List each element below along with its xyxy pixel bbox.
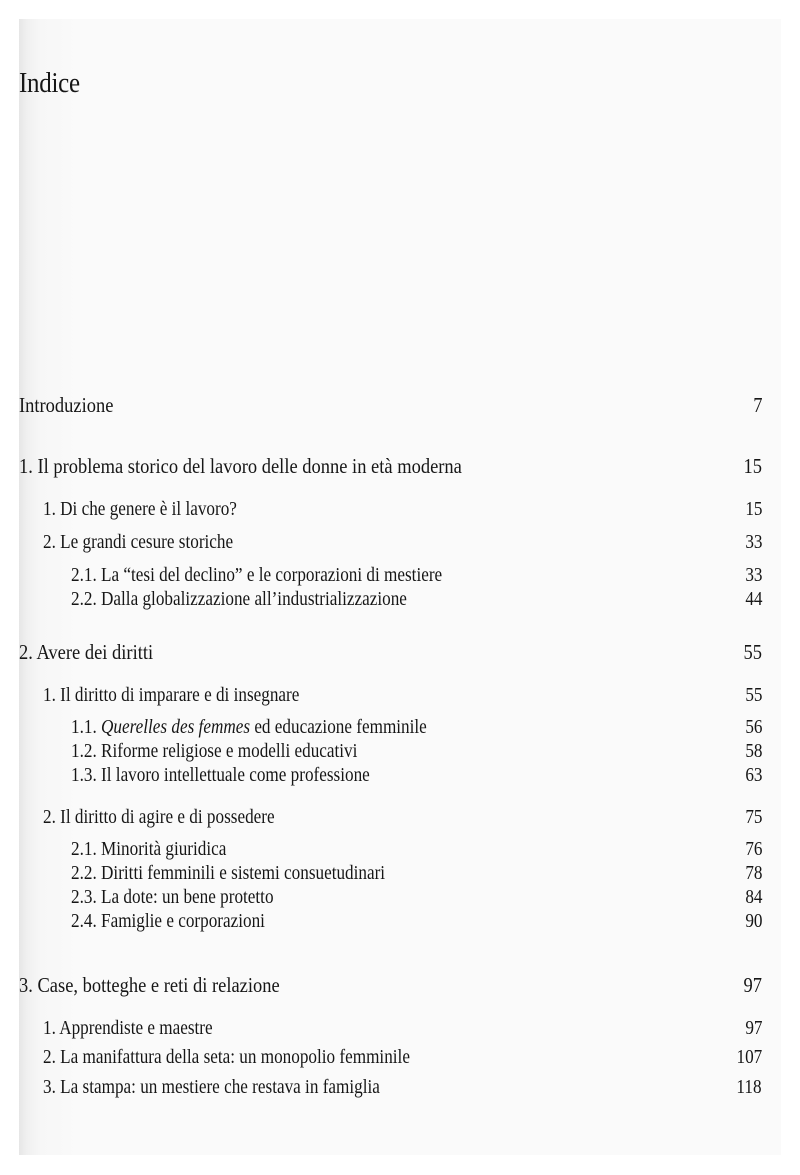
- toc-label: 2. Le grandi cesure storiche: [43, 532, 234, 553]
- toc-entry-section: [0, 531, 800, 555]
- toc-label-italic: Querelles des femmes: [101, 717, 251, 738]
- toc-label-prefix: 1.1.: [71, 717, 102, 738]
- toc-label-rest: ed educazione femminile: [250, 717, 427, 738]
- toc-page-number: 63: [744, 765, 762, 786]
- toc-label: 2. Avere dei diritti: [19, 640, 154, 664]
- toc-page-number: 33: [744, 565, 762, 586]
- toc-entry-introduction: [0, 393, 800, 417]
- toc-label: 2.2. Dalla globalizzazione all’industrializzazione: [71, 589, 407, 610]
- toc-entry-section: [0, 1017, 800, 1041]
- toc-entry-subsection: [0, 588, 800, 612]
- toc-label: 1.2. Riforme religiose e modelli educativi: [71, 741, 358, 762]
- toc-entry-section: [0, 684, 800, 708]
- toc-page-number: 55: [743, 640, 762, 664]
- toc-label: 1. Il problema storico del lavoro delle donne in età moderna: [19, 454, 462, 478]
- toc-page-number: 107: [736, 1047, 762, 1068]
- toc-entry-subsection: [0, 862, 800, 886]
- toc-page-number: 97: [743, 973, 762, 997]
- toc-label: 1. Di che genere è il lavoro?: [43, 499, 237, 520]
- toc-page-number: 118: [736, 1077, 762, 1098]
- toc-label: 1. Apprendiste e maestre: [43, 1018, 213, 1039]
- toc-page-number: 44: [744, 589, 762, 610]
- toc-label: 3. La stampa: un mestiere che restava in famiglia: [43, 1077, 380, 1098]
- toc-entry-subsection: [0, 740, 800, 764]
- toc-page-number: 56: [744, 717, 762, 738]
- toc-entry-section: [0, 498, 800, 522]
- toc-label: 3. Case, botteghe e reti di relazione: [19, 973, 280, 997]
- toc-page-number: 58: [744, 741, 762, 762]
- toc-page-number: 97: [744, 1018, 762, 1039]
- toc-page-number: 55: [744, 685, 762, 706]
- toc-entry-subsection: [0, 886, 800, 910]
- toc-page-number: 75: [744, 807, 762, 828]
- toc-label: 2. Il diritto di agire e di possedere: [43, 807, 275, 828]
- toc-label: 2.3. La dote: un bene protetto: [71, 887, 274, 908]
- page-title: Indice: [19, 67, 80, 99]
- toc-label: 2. La manifattura della seta: un monopolio femminile: [43, 1047, 410, 1068]
- toc-page-number: 15: [743, 454, 762, 478]
- toc-entry-chapter-1: [0, 454, 800, 478]
- toc-label: Introduzione: [19, 393, 114, 417]
- toc-label: 1. Il diritto di imparare e di insegnare: [43, 685, 300, 706]
- toc-entry-subsection: [0, 716, 800, 740]
- toc-entry-subsection: [0, 838, 800, 862]
- toc-entry-subsection: [0, 564, 800, 588]
- toc-entry-chapter-2: [0, 640, 800, 664]
- toc-label: 2.4. Famiglie e corporazioni: [71, 911, 265, 932]
- toc-page-number: 76: [744, 839, 762, 860]
- toc-page-number: 84: [744, 887, 762, 908]
- toc-page-number: 90: [744, 911, 762, 932]
- toc-entry-subsection: [0, 910, 800, 934]
- toc-label: 2.2. Diritti femminili e sistemi consuetudinari: [71, 863, 386, 884]
- toc-page-number: 33: [744, 532, 762, 553]
- toc-page-number: 7: [752, 393, 762, 417]
- toc-entry-chapter-3: [0, 973, 800, 997]
- toc-entry-section: [0, 806, 800, 830]
- toc-label: 2.1. Minorità giuridica: [71, 839, 227, 860]
- toc-label: 1.3. Il lavoro intellettuale come professione: [71, 765, 370, 786]
- toc-page-number: 78: [744, 863, 762, 884]
- toc-label: [71, 716, 427, 740]
- toc-entry-subsection: [0, 764, 800, 788]
- toc-entry-section: [0, 1046, 800, 1070]
- toc-page-number: 15: [744, 499, 762, 520]
- toc-label: 2.1. La “tesi del declino” e le corporazioni di mestiere: [71, 565, 443, 586]
- toc-entry-section: [0, 1076, 800, 1100]
